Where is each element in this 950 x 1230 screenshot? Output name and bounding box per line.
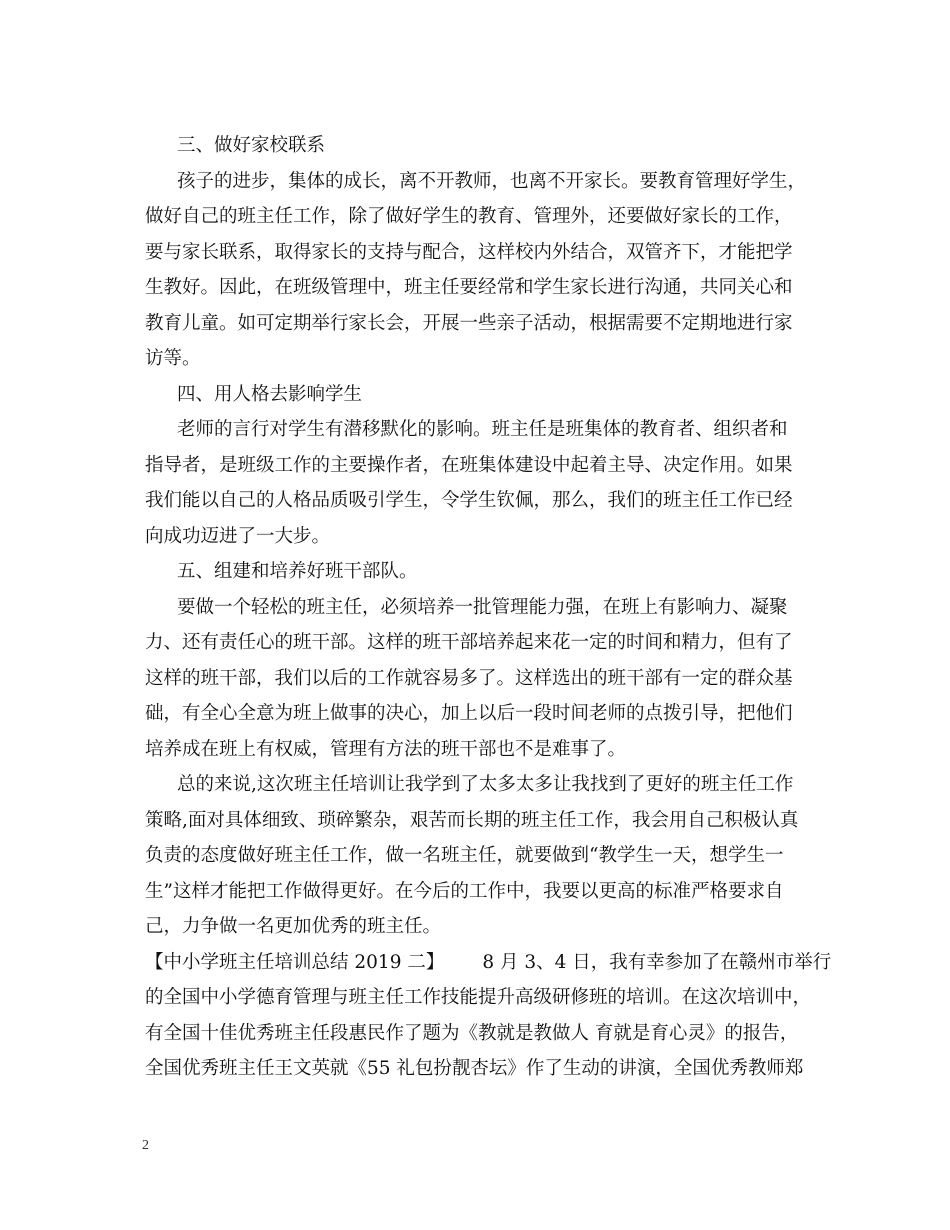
part2-first-line-text: 8 月 3、4 日，我有幸参加了在赣州市举行 — [482, 951, 832, 973]
paragraph-line: 孩子的进步，集体的成长，离不开教师，也离不开家长。要教育管理好学生， — [177, 170, 807, 192]
section-heading-5: 五、组建和培养好班干部队。 — [177, 561, 418, 582]
summary-line: 己，力争做一名更加优秀的班主任。 — [145, 916, 442, 937]
paragraph-line: 要做一个轻松的班主任，必须培养一批管理能力强，在班上有影响力、凝聚 — [177, 596, 788, 618]
paragraph-line: 生教好。因此，在班级管理中，班主任要经常和学生家长进行沟通，共同关心和 — [145, 277, 793, 298]
page-body — [145, 128, 832, 1087]
part2-title: 【中小学班主任培训总结 2019 二】 — [145, 951, 445, 973]
paragraph-line: 向成功迈进了一大步。 — [145, 525, 331, 547]
paragraph-line: 这样的班干部，我们以后的工作就容易多了。这样选出的班干部有一定的群众基 — [145, 667, 793, 689]
paragraph-line: 力、还有责任心的班干部。这样的班干部培养起来花一定的时间和精力，但有了 — [145, 632, 793, 653]
paragraph-line: 有全国十佳优秀班主任段惠民作了题为《教就是教做人 育就是育心灵》的报告， — [145, 1022, 799, 1044]
summary-line: 策略,面对具体细致、琐碎繁杂，艰苦而长期的班主任工作，我会用自己积极认真 — [145, 809, 799, 831]
paragraph-line: 要与家长联系，取得家长的支持与配合，这样校内外结合，双管齐下，才能把学 — [145, 241, 793, 263]
paragraph-line: 我们能以自己的人格品质吸引学生，令学生钦佩，那么，我们的班主任工作已经 — [145, 490, 793, 511]
paragraph-line: 老师的言行对学生有潜移默化的影响。班主任是班集体的教育者、组织者和 — [177, 419, 788, 440]
part2-first-line — [145, 945, 832, 981]
paragraph-line: 的全国中小学德育管理与班主任工作技能提升高级研修班的培训。在这次培训中， — [145, 987, 812, 1008]
summary-line: 生”这样才能把工作做得更好。在今后的工作中，我要以更高的标准严格要求自 — [145, 880, 784, 902]
paragraph-line: 做好自己的班主任工作，除了做好学生的教育、管理外，还要做好家长的工作， — [145, 206, 793, 227]
paragraph-line: 访等。 — [145, 348, 201, 369]
paragraph-line: 培养成在班上有权威，管理有方法的班干部也不是难事了。 — [145, 738, 627, 760]
summary-line: 总的来说,这次班主任培训让我学到了太多太多让我找到了更好的班主任工作 — [177, 774, 794, 795]
section-heading-4: 四、用人格去影响学生 — [177, 383, 363, 405]
section-heading-3: 三、做好家校联系 — [177, 135, 326, 156]
paragraph-line: 础，有全心全意为班上做事的决心，加上以后一段时间老师的点拨引导，把他们 — [145, 703, 793, 724]
paragraph-line: 全国优秀班主任王文英就《55 礼包扮靓杏坛》作了生动的讲演，全国优秀教师郑 — [145, 1058, 804, 1079]
summary-line: 负责的态度做好班主任工作，做一名班主任，就要做到“教学生一天，想学生一 — [145, 845, 784, 866]
page-number: 2 — [142, 1138, 149, 1153]
paragraph-line: 指导者，是班级工作的主要操作者，在班集体建设中起着主导、决定作用。如果 — [145, 454, 793, 476]
paragraph-line: 教育儿童。如可定期举行家长会，开展一些亲子活动，根据需要不定期地进行家 — [145, 312, 793, 334]
